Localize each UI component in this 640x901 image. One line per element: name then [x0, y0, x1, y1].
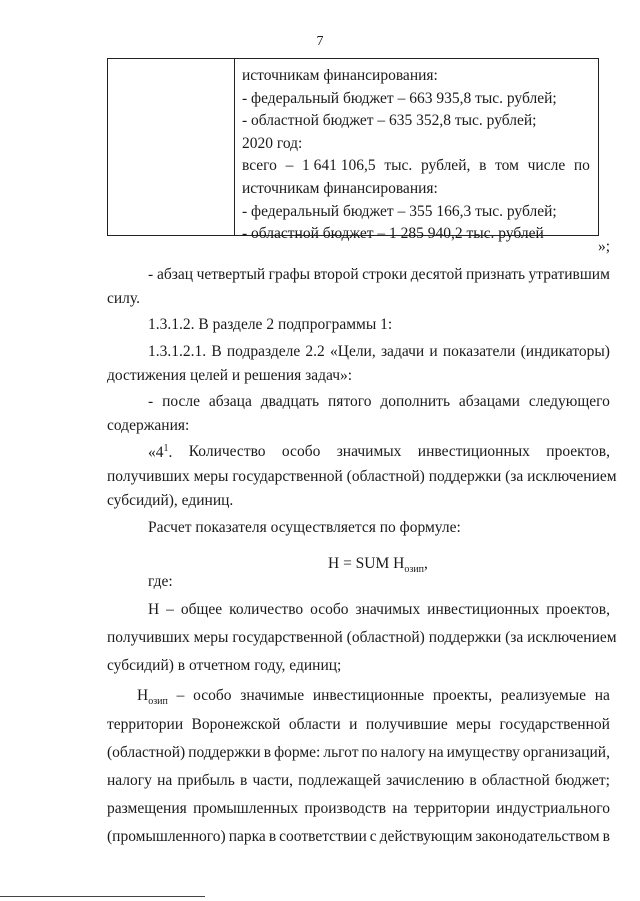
- word: размещения: [107, 800, 187, 817]
- word: рублей,: [420, 157, 471, 175]
- table-line: 2020 год:: [242, 134, 303, 152]
- word: –: [176, 687, 185, 704]
- word: четвертый: [196, 266, 266, 283]
- word: особо: [310, 601, 349, 618]
- indicator-number: «$4^1$.: [148, 443, 173, 462]
- paragraph-line: [107, 716, 610, 734]
- word: инвестиционных: [417, 443, 530, 460]
- word: проекты,: [432, 687, 493, 704]
- word: промышленных: [193, 800, 299, 817]
- word: государственной: [499, 716, 610, 733]
- paragraph-line: [107, 828, 610, 846]
- symbol: $Н_{озип}$: [137, 687, 168, 708]
- table-line: - федеральный бюджет – 663 935,8 тыс. рублей;: [242, 89, 557, 107]
- word: и: [349, 716, 358, 733]
- paragraph-line: [148, 601, 610, 619]
- word: 1 641 106,5: [302, 157, 376, 175]
- word: области: [288, 716, 341, 733]
- word: второй: [313, 266, 359, 283]
- word: части,: [252, 772, 293, 789]
- word: инвестиционные: [312, 687, 425, 704]
- word: производств: [304, 800, 387, 817]
- word: на: [157, 772, 173, 789]
- word: абзаца: [208, 393, 252, 410]
- word: признать: [465, 266, 526, 283]
- paragraph-line: [148, 266, 610, 284]
- word: графы: [268, 266, 311, 283]
- word: особо: [193, 687, 232, 704]
- paragraph-line: [107, 800, 610, 818]
- word: на: [392, 800, 408, 817]
- word: (индикаторы): [520, 343, 610, 360]
- paragraph-line: субсидий) в отчетном году, единиц;: [107, 657, 342, 674]
- paragraph-line: получивших меры государственной (областной) поддержки (за исключением: [107, 468, 617, 485]
- paragraph-line: субсидий), единиц.: [107, 492, 234, 509]
- word: в: [479, 157, 487, 175]
- paragraph-line: 1.3.1.2. В разделе 2 подпрограммы 1:: [148, 316, 393, 333]
- word: пятого: [328, 393, 372, 410]
- word: на: [428, 744, 444, 761]
- word: и: [429, 343, 438, 360]
- word: абзацами: [458, 393, 520, 410]
- word: показатели: [442, 343, 516, 360]
- paragraph-line: [107, 772, 610, 790]
- word: 2.2: [305, 343, 325, 360]
- word: реализуемые: [500, 687, 587, 704]
- formula: Н = SUM $Н_{озип}$,: [328, 555, 428, 576]
- paragraph-line: [148, 393, 610, 411]
- word: том: [495, 157, 519, 175]
- word: В: [211, 343, 222, 360]
- word: налогу: [380, 744, 426, 761]
- word: значимых: [336, 443, 402, 460]
- word: законодательством: [475, 828, 600, 845]
- table-line: источникам финансирования:: [242, 67, 438, 84]
- word: областной: [481, 772, 550, 789]
- word: 1.3.1.2.1.: [148, 343, 207, 360]
- word: тыс.: [384, 157, 413, 175]
- word: значимые: [240, 687, 305, 704]
- word: с: [369, 828, 377, 845]
- word: подразделе: [226, 343, 301, 360]
- word: по: [361, 744, 378, 761]
- word: территории: [107, 716, 184, 733]
- table-line: - областной бюджет – 1 285 940,2 тыс. рублей: [242, 225, 544, 243]
- word: льгот: [323, 744, 359, 761]
- paragraph-line: Расчет показателя осуществляется по формуле:: [148, 519, 461, 536]
- paragraph-line: [148, 343, 610, 361]
- paragraph-line: получивших меры государственной (областной) поддержки (за исключением: [107, 629, 617, 646]
- word: действующим: [379, 828, 473, 845]
- word: парка: [228, 828, 266, 845]
- table-line: - областной бюджет – 635 352,8 тыс. рублей;: [242, 112, 537, 130]
- word: всего: [242, 157, 277, 175]
- word: меры: [456, 716, 492, 733]
- word: в: [602, 828, 610, 845]
- word: в: [263, 744, 272, 761]
- word: инвестиционных: [427, 601, 540, 618]
- word: (промышленного): [107, 828, 226, 845]
- closing-quote: »;: [597, 238, 610, 255]
- paragraph-line: [107, 744, 610, 762]
- word: форме:: [274, 744, 321, 761]
- word: строки: [362, 266, 408, 283]
- word: - абзац: [148, 266, 194, 283]
- word: Воронежской: [191, 716, 281, 733]
- paragraph-line: содержания:: [107, 417, 190, 434]
- word: проектов,: [546, 443, 610, 460]
- word: Н: [148, 601, 160, 618]
- word: в: [240, 772, 248, 789]
- word: в: [469, 772, 477, 789]
- word: количество: [229, 601, 304, 618]
- word: –: [166, 601, 174, 618]
- word: налогу: [107, 772, 152, 789]
- word: особо: [281, 443, 321, 460]
- word: организаций,: [522, 744, 610, 761]
- word: индустриального: [496, 800, 610, 817]
- word: зачислению: [386, 772, 465, 789]
- word: значимых: [355, 601, 421, 618]
- word: по: [573, 157, 590, 175]
- table-line: источникам финансирования:: [242, 179, 438, 197]
- word: в: [268, 828, 277, 845]
- word: десятой: [410, 266, 463, 283]
- paragraph-line-definition: [137, 687, 610, 707]
- word: проектов,: [546, 601, 610, 618]
- table-line: - федеральный бюджет – 355 166,3 тыс. рублей;: [242, 202, 557, 220]
- word: дополнить: [380, 393, 451, 410]
- word: двадцать: [260, 393, 320, 410]
- word: следующего: [528, 393, 610, 410]
- word: -: [148, 393, 154, 410]
- word: получившие: [365, 716, 448, 733]
- word: подлежащей: [298, 772, 381, 789]
- paragraph-line: где:: [148, 573, 173, 590]
- word: территории: [413, 800, 490, 817]
- word: соответствии: [279, 828, 367, 845]
- table-right-cell: [242, 65, 590, 246]
- word: задачи: [380, 343, 425, 360]
- word: поддержки: [188, 744, 261, 761]
- paragraph-line: силу.: [107, 290, 140, 307]
- word: «Цели,: [330, 343, 376, 360]
- word: на: [594, 687, 610, 704]
- word: после: [162, 393, 200, 410]
- page-number: 7: [316, 34, 324, 49]
- paragraph-line: достижения целей и решения задач»:: [107, 367, 353, 384]
- word: числе: [527, 157, 566, 175]
- table-left-cell: [108, 59, 235, 235]
- word: Количество: [188, 443, 266, 460]
- word: прибыль: [177, 772, 235, 789]
- word: –: [285, 157, 294, 175]
- word: имуществу: [446, 744, 520, 761]
- word: утратившим: [528, 266, 610, 283]
- funding-table: [107, 58, 599, 243]
- table-line-total: [242, 155, 590, 178]
- paragraph-line-indicator: [148, 443, 610, 462]
- word: (областной): [107, 744, 186, 761]
- footnote-rule: [0, 896, 205, 897]
- word: бюджет;: [554, 772, 610, 789]
- word: общее: [180, 601, 223, 618]
